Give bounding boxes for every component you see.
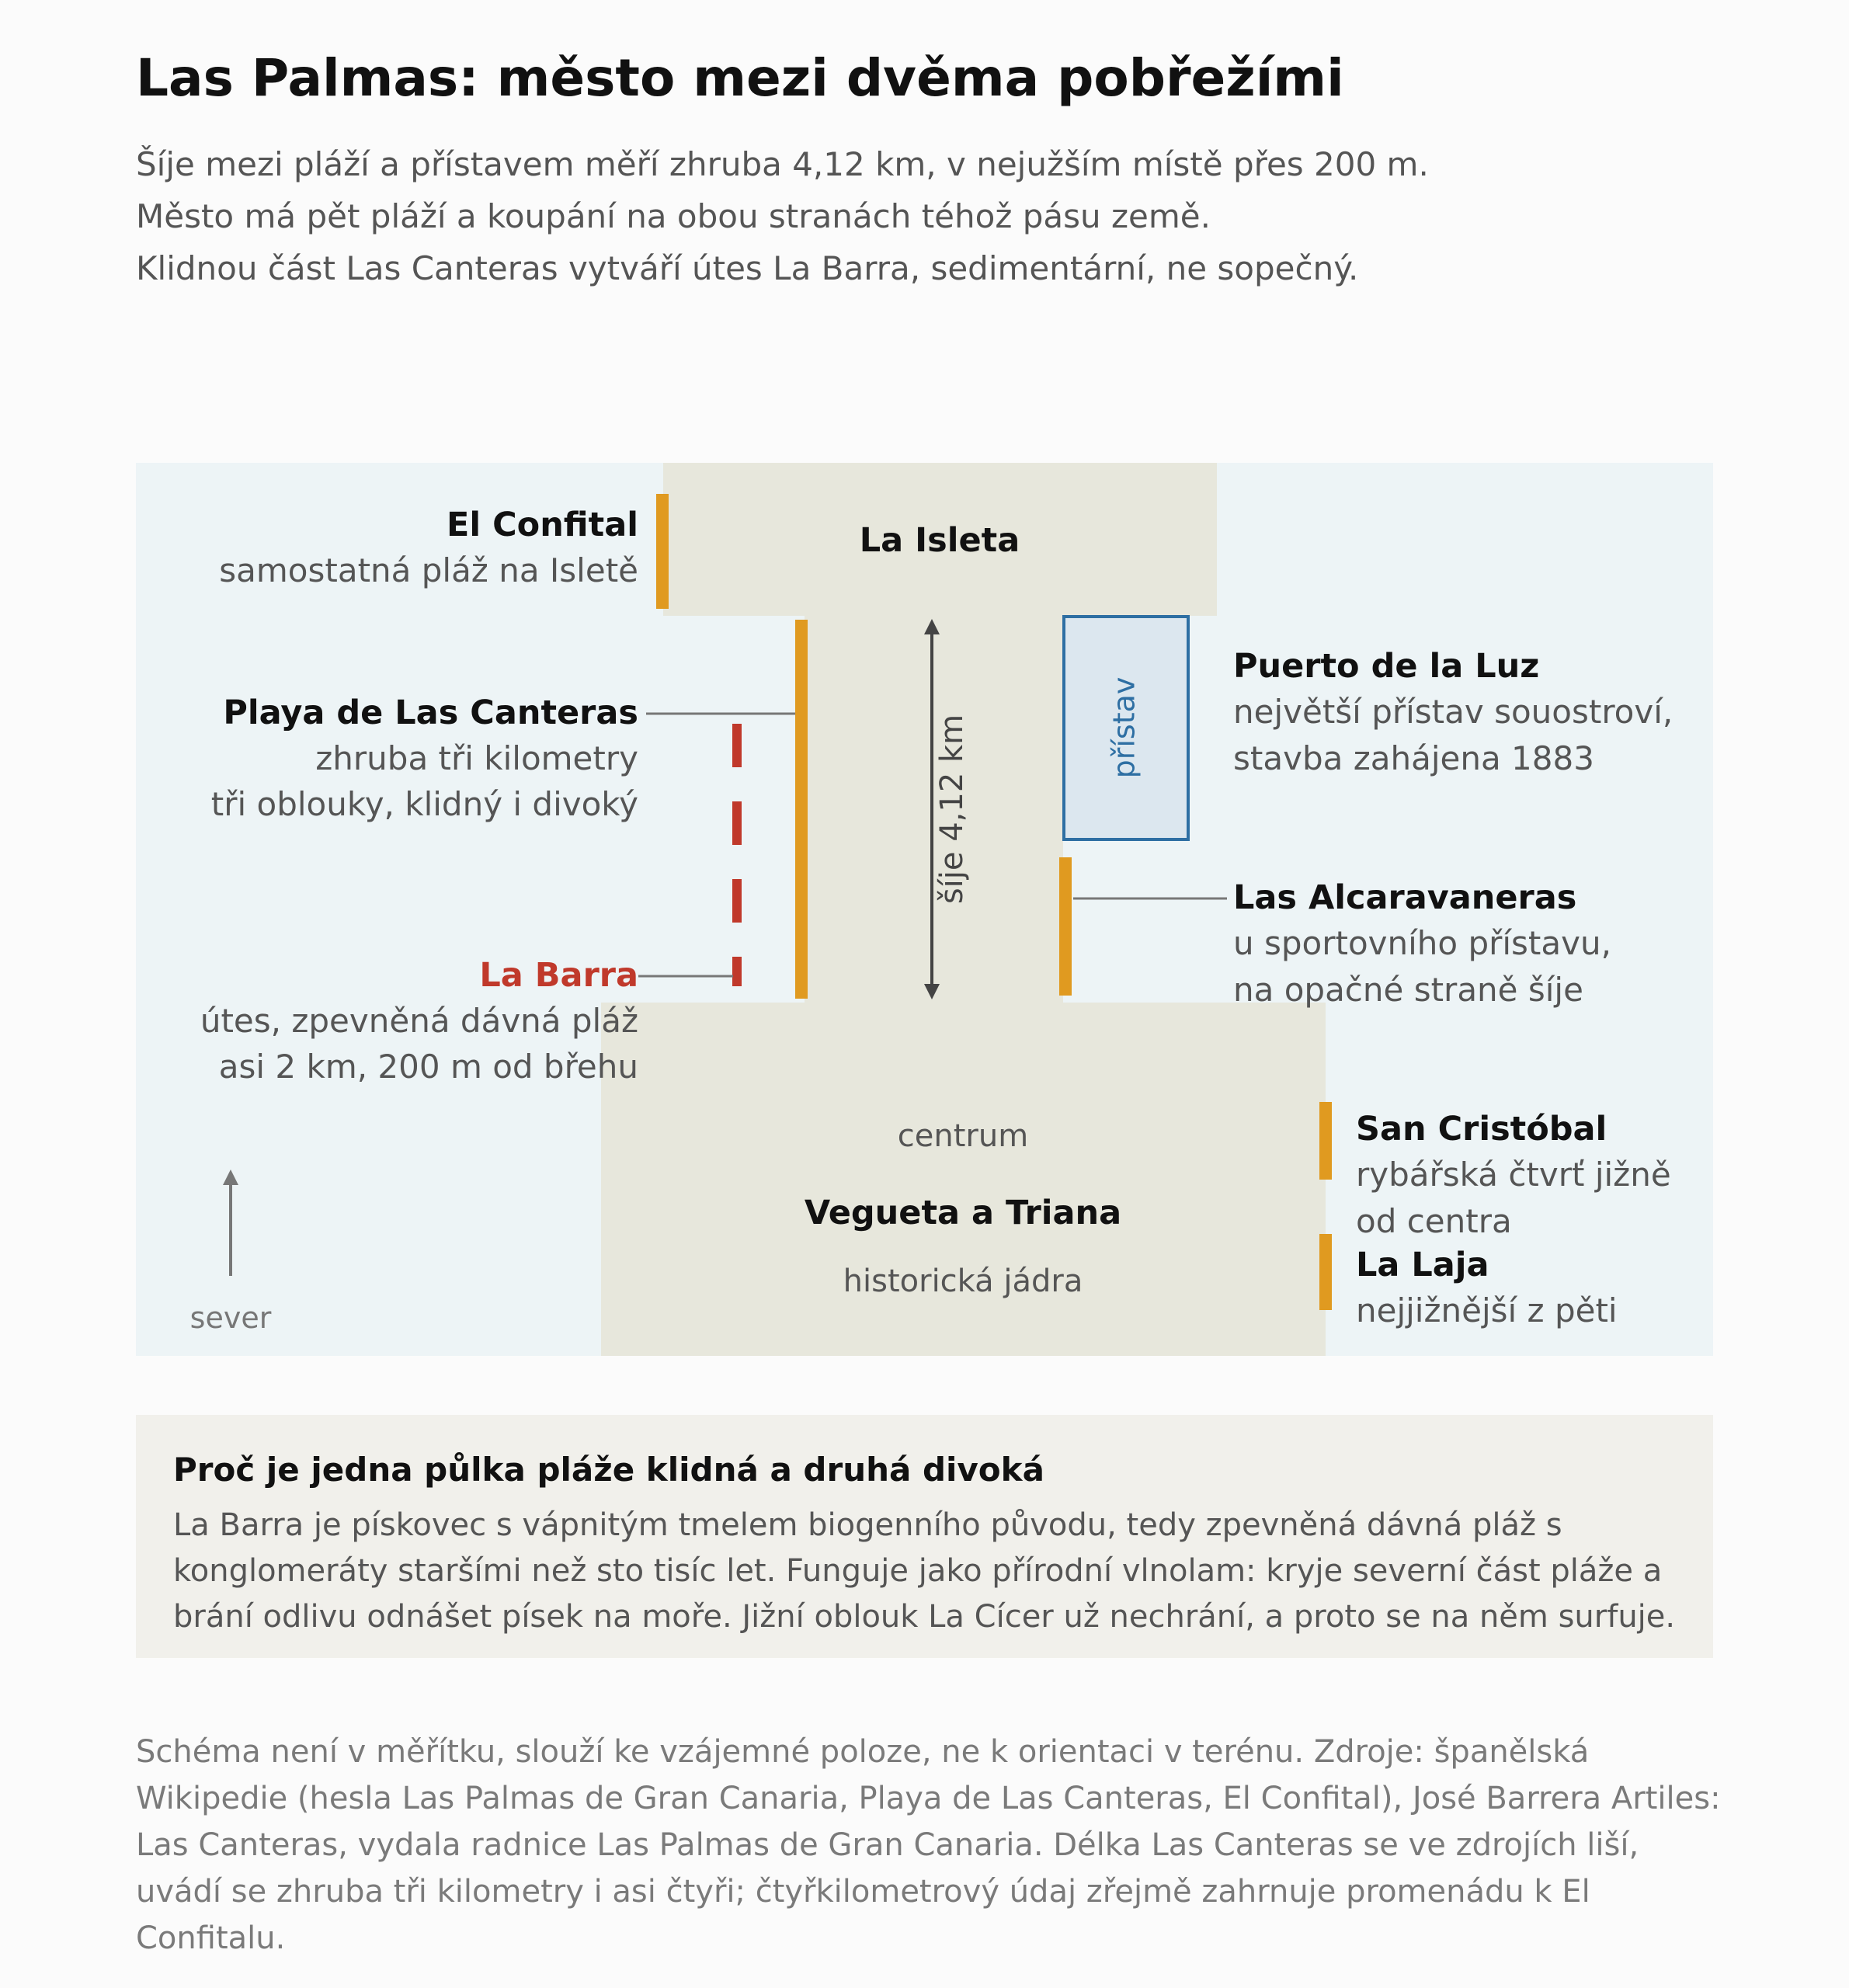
city-land [601,1003,1326,1356]
puerto-desc: stavba zahájena 1883 [1233,739,1594,777]
explanation-line: brání odlivu odnášet písek na moře. Jižní oblouk La Cícer už nechrání, a proto se na něm surfuje. [173,1599,1676,1635]
san-cristobal-beach [1319,1102,1332,1180]
footnote-line: Wikipedie (hesla Las Palmas de Gran Canaria, Playa de Las Canteras, El Confital), José Barrera Artiles: [136,1781,1721,1816]
la-barra-name: La Barra [479,956,638,995]
el-confital-desc: samostatná pláž na Isletě [219,551,638,589]
footnote-line: Schéma není v měřítku, slouží ke vzájemné poloze, ne k orientaci v terénu. Zdroje: španělská [136,1734,1590,1770]
la-isleta-label: La Isleta [859,521,1020,560]
alcaravaneras-beach [1059,857,1072,996]
intro-line: Šíje mezi pláží a přístavem měří zhruba 4,12 km, v nejužším místě přes 200 m. [136,145,1429,183]
la-laja-beach [1319,1234,1332,1310]
el-confital-beach [656,494,669,609]
san-cristobal-desc: od centra [1356,1202,1512,1240]
la-barra-desc: útes, zpevněná dávná pláž [200,1002,638,1040]
la-laja-desc: nejjižnější z pěti [1356,1291,1618,1329]
alcaravaneras-name: Las Alcaravaneras [1233,878,1577,917]
alcaravaneras-desc: u sportovního přístavu, [1233,924,1611,962]
vegueta-label: Vegueta a Triana [804,1194,1122,1232]
canteras-name: Playa de Las Canteras [223,693,638,732]
north-label: sever [189,1301,272,1335]
alcaravaneras-desc: na opačné straně šíje [1233,971,1583,1009]
source-footnote [136,1729,1721,1962]
canteras-beach [795,620,808,999]
port-box-label: přístav [1107,676,1142,779]
footnote-line: uvádí se zhruba tři kilometry i asi čtyři; čtyřkilometrový údaj zřejmě zahrnuje promenádu k El [136,1874,1590,1910]
footnote-line: Confitalu. [136,1920,286,1956]
puerto-desc: největší přístav souostroví, [1233,693,1673,731]
explanation-box [136,1415,1713,1658]
san-cristobal-name: San Cristóbal [1356,1110,1607,1149]
puerto-name: Puerto de la Luz [1233,647,1540,686]
centrum-label: centrum [897,1118,1029,1154]
canteras-desc: tři oblouky, klidný i divoký [210,785,638,823]
historic-label: historická jádra [843,1263,1083,1299]
san-cristobal-desc: rybářská čtvrť jižně [1356,1156,1671,1194]
explanation-title: Proč je jedna půlka pláže klidná a druhá divoká [173,1451,1044,1489]
footnote-line: Las Canteras, vydala radnice Las Palmas de Gran Canaria. Délka Las Canteras se ve zdrojích liší, [136,1827,1639,1863]
canteras-desc: zhruba tři kilometry [315,739,638,777]
intro-line: Město má pět pláží a koupání na obou stranách téhož pásu země. [136,197,1211,235]
la-barra-desc: asi 2 km, 200 m od břehu [218,1048,638,1086]
la-laja-name: La Laja [1356,1246,1489,1284]
intro-line: Klidnou část Las Canteras vytváří útes La Barra, sedimentární, ne sopečný. [136,249,1359,287]
explanation-line: konglomeráty staršími než sto tisíc let. Funguje jako přírodní vlnolam: kryje severní část pláže a [173,1553,1663,1589]
page-title: Las Palmas: město mezi dvěma pobřežími [136,48,1344,108]
explanation-line: La Barra je pískovec s vápnitým tmelem biogenního původu, tedy zpevněná dávná pláž s [173,1507,1562,1543]
el-confital-name: El Confital [447,506,638,544]
isthmus-label: šíje 4,12 km [934,714,970,905]
